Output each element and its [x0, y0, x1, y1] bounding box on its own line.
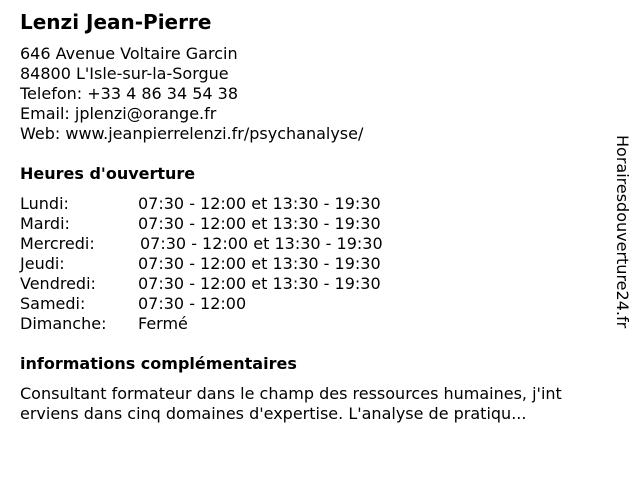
time-range: Fermé [138, 314, 188, 333]
time-range: 07:30 - 12:00 et 13:30 - 19:30 [138, 194, 381, 213]
day-label: Mercredi: [20, 234, 95, 253]
hours-row-jeudi [20, 254, 440, 274]
opening-hours-table [20, 194, 440, 334]
hours-row-mardi [20, 214, 440, 234]
time-range: 07:30 - 12:00 et 13:30 - 19:30 [138, 274, 381, 293]
contact-block [20, 44, 363, 144]
watermark-label: Horairesdouverture24.fr [613, 135, 632, 329]
day-label: Jeudi: [20, 254, 65, 273]
time-range: 07:30 - 12:00 et 13:30 - 19:30 [138, 254, 381, 273]
description-line: Consultant formateur dans le champ des ressources humaines, j'int [20, 384, 562, 403]
time-range: 07:30 - 12:00 et 13:30 - 19:30 [140, 234, 383, 253]
web-line: Web: www.jeanpierrelenzi.fr/psychanalyse/ [20, 124, 364, 143]
description-line: erviens dans cinq domaines d'expertise. L'analyse de pratiqu... [20, 404, 527, 423]
time-range: 07:30 - 12:00 et 13:30 - 19:30 [138, 214, 381, 233]
time-range: 07:30 - 12:00 [138, 294, 247, 313]
business-name: Lenzi Jean-Pierre [20, 10, 212, 34]
hours-row-dimanche [20, 314, 440, 334]
day-label: Mardi: [20, 214, 70, 233]
phone-line: Telefon: +33 4 86 34 54 38 [20, 84, 239, 103]
day-label: Lundi: [20, 194, 69, 213]
address-street: 646 Avenue Voltaire Garcin [20, 44, 238, 63]
additional-info-heading: informations complémentaires [20, 354, 297, 373]
hours-row-mercredi [20, 234, 440, 254]
day-label: Dimanche: [20, 314, 107, 333]
day-label: Vendredi: [20, 274, 96, 293]
hours-row-samedi [20, 294, 440, 314]
address-city: 84800 L'Isle-sur-la-Sorgue [20, 64, 229, 83]
opening-hours-heading: Heures d'ouverture [20, 164, 196, 183]
hours-row-vendredi [20, 274, 440, 294]
hours-row-lundi [20, 194, 440, 214]
day-label: Samedi: [20, 294, 86, 313]
additional-info-text [20, 384, 620, 424]
email-line: Email: jplenzi@orange.fr [20, 104, 217, 123]
